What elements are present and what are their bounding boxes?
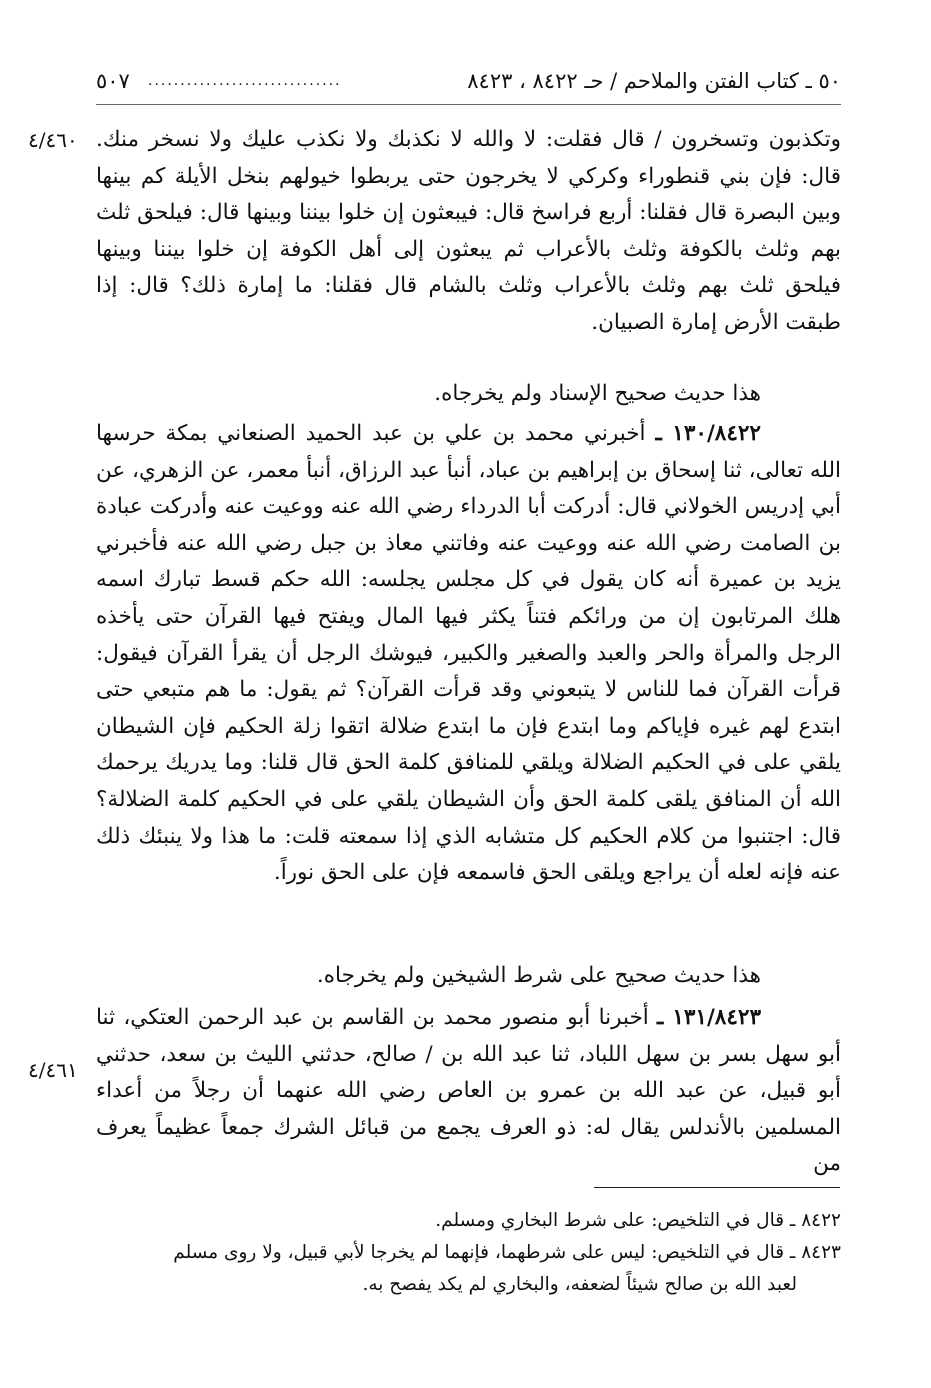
paragraph: وتكذبون وتسخرون / قال فقلت: لا والله لا نكذبك ولا نكذب عليك ولا نسخر منك. قال: فإن بني قنطوراء وكركي لا يخرجون حتى يربطوا خيولهم بنخل الأيلة كم بينها وبين البصرة قال فقلنا: أربع فراسخ قال: فيبعثون إن خلوا بيننا وبينها قال: فيلحق ثلث بهم وثلث بالكوفة وثلث بالأعراب ثم يبعثون إلى أهل الكوفة إن خلوا بيننا وبينها فيلحق ثلث بهم وثلث بالأعراب وثلث بالشام قال فقلنا: ما إمارة ذلك؟ قال: إذا طبقت الأرض إمارة الصبيان.: [96, 127, 841, 335]
hadith-text: أخبرنا أبو منصور محمد بن القاسم بن عبد الرحمن العتكي، ثنا أبو سهل بسر بن سهل اللباد، ثنا عبد الله بن / صالح، حدثني الليث بن سعد، حدثني أبو قبيل، عن عبد الله بن عمرو بن العاص رضي الله عنهما أن رجلاً من أعداء المسلمين بالأندلس يقال له: ذو العرف يجمع من قبائل الشرك جمعاً عظيماً يعرف من: [96, 1005, 841, 1177]
footnote: ٨٤٢٢ ـ قال في التلخيص: على شرط البخاري ومسلم.: [435, 1210, 841, 1231]
header-rule: [96, 104, 841, 105]
margin-reference: ٤/٤٦١: [28, 1058, 78, 1082]
paragraph: [96, 1000, 841, 1183]
paragraph: [96, 416, 841, 892]
hadith-entry: [96, 1000, 841, 1183]
verdict-line: هذا حديث صحيح الإسناد ولم يخرجاه.: [434, 381, 761, 406]
running-header: [96, 64, 841, 98]
page-number: ٥٠٧: [96, 69, 130, 93]
footnote-rule: [594, 1187, 840, 1188]
footnote: ٨٤٢٣ ـ قال في التلخيص: ليس على شرطهما، فإنهما لم يخرجا لأبي قبيل، ولا روى مسلم: [173, 1242, 841, 1263]
hadith-number: ١٣٠/٨٤٢٢ ـ: [655, 421, 761, 446]
hadith-verdict: [96, 958, 841, 995]
header-title: ٥٠ ـ كتاب الفتن والملاحم / حـ ٨٤٢٢ ، ٨٤٢٣: [467, 69, 841, 93]
hadith-verdict: [96, 376, 841, 413]
footnotes: [96, 1205, 841, 1301]
margin-reference: ٤/٤٦٠: [28, 128, 78, 152]
hadith-text: أخبرني محمد بن علي بن عبد الحميد الصنعاني بمكة حرسها الله تعالى، ثنا إسحاق بن إبراهيم بن عباد، أنبأ عبد الرزاق، أنبأ معمر، عن الزهري، عن أبي إدريس الخولاني قال: أدركت أبا الدرداء رضي الله عنه ووعيت عنه وأدركت عبادة بن الصامت رضي الله عنه ووعيت عنه وفاتني معاذ بن جبل رضي الله عنه فأخبرني يزيد بن عميرة أنه كان يقول في كل مجلس يجلسه: الله حكم قسط تبارك اسمه هلك المرتابون إن من ورائكم فتناً يكثر فيها المال ويفتح فيها القرآن حتى يأخذه الرجل والمرأة والحر والعبد والصغير والكبير، فيوشك الرجل أن يقرأ القرآن فيقول: قرأت القرآن فما للناس لا يتبعوني وقد قرأت القرآن؟ ثم يقول: ما هم متبعي حتى ابتدع لهم غيره فإياكم وما ابتدع فإن ما ابتدع ضلالة اتقوا زلة الحكيم فإن الشيطان يلقي على في الحكيم الضلالة ويلقي للمنافق كلمة الحق قال قلنا: وما يدريك يرحمك الله أن المنافق يلقى كلمة الحق وأن الشيطان يلقي على في الحكيم كلمة الضلالة؟ قال: اجتنبوا من كلام الحكيم كل متشابه الذي إذا سمعته قلت: ما هذا ولا ينبئك ذلك عنه فإنه لعله أن يراجع ويلقى الحق فاسمعه فإن على الحق نوراً.: [96, 421, 841, 886]
verdict-line: هذا حديث صحيح على شرط الشيخين ولم يخرجاه.: [316, 963, 761, 988]
header-leader-dots: ..............................: [148, 73, 342, 89]
hadith-entry: [96, 416, 841, 892]
footnote-continuation: لعبد الله بن صالح شيئاً لضعفه، والبخاري لم يكد يفصح به.: [362, 1274, 797, 1295]
hadith-number: ١٣١/٨٤٢٣ ـ: [657, 1005, 761, 1030]
hadith-continuation: [96, 122, 841, 342]
